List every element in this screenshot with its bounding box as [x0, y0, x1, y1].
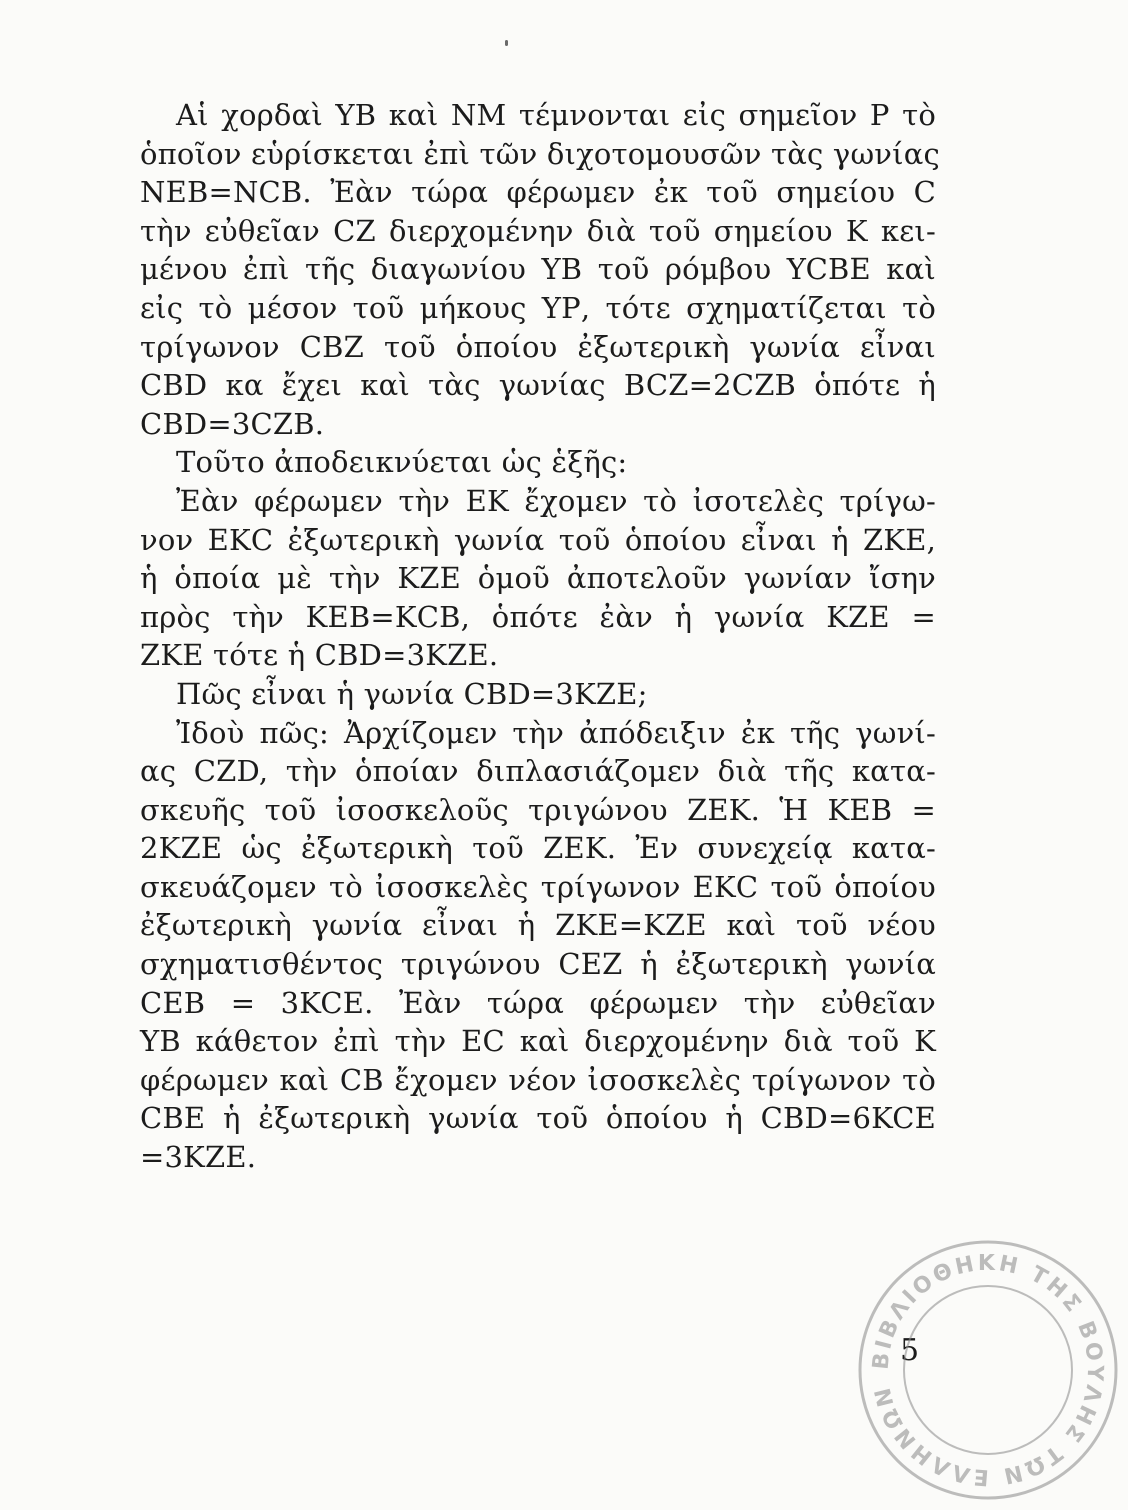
text-line: CBD=3CZB.	[140, 406, 325, 441]
text-line: Αἱ χορδαὶ ΥΒ καὶ ΝΜ τέμνονται εἰς σημεῖον Ρ τὸ	[176, 98, 936, 132]
text-line: σχηματισθέντος τριγώνου CEZ ἡ ἐξωτερικὴ γωνία	[140, 947, 936, 982]
text-line: ας CZD, τὴν ὁποίαν διπλασιάζομεν διὰ τῆς κατα-	[140, 754, 936, 789]
text-line: σκευάζομεν τὸ ἰσοσκελὲς τρίγωνον ΕΚC τοῦ ὁποίου	[140, 869, 936, 904]
paragraph-2	[104, 443, 936, 482]
text-line: ΝΕΒ=NCB. Ἐὰν τώρα φέρωμεν ἐκ τοῦ σημείου C	[140, 175, 936, 210]
body-text	[104, 96, 940, 1177]
text-line: CBE ἡ ἐξωτερικὴ γωνία τοῦ ὁποίου ἡ CBD=6KCE	[140, 1101, 936, 1136]
text-line: ΥΒ κάθετον ἐπὶ τὴν EC καὶ διερχομένην διὰ τοῦ Κ	[140, 1024, 936, 1059]
text-line: ἡ ὁποία μὲ τὴν ΚΖΕ ὁμοῦ ἀποτελοῦν γωνίαν ἴσην	[140, 561, 936, 596]
text-line: CEB = 3KCE. Ἐὰν τώρα φέρωμεν τὴν εὐθεῖαν	[140, 985, 936, 1020]
paragraph-4	[104, 675, 936, 714]
paragraph-1	[104, 96, 940, 443]
text-line: Ἰδοὺ πῶς: Ἀρχίζομεν τὴν ἀπόδειξιν ἐκ τῆς γωνί-	[176, 715, 936, 750]
text-line: CBD κα ἔχει καὶ τὰς γωνίας BCZ=2CZB ὁπότε ἡ	[140, 368, 936, 403]
text-line: ΖΚΕ τότε ἡ CBD=3ΚΖΕ.	[140, 638, 499, 673]
text-line: πρὸς τὴν ΚΕΒ=ΚCB, ὁπότε ἐὰν ἡ γωνία ΚΖΕ =	[140, 599, 936, 634]
text-line: σκευῆς τοῦ ἰσοσκελοῦς τριγώνου ΖΕΚ. Ἡ ΚΕΒ =	[140, 792, 936, 827]
text-line: εἰς τὸ μέσον τοῦ μήκους ΥΡ, τότε σχηματίζεται τὸ	[140, 290, 936, 325]
text-line: Ἐὰν φέρωμεν τὴν ΕΚ ἔχομεν τὸ ἰσοτελὲς τρίγω-	[176, 483, 936, 518]
text-line: ὁποῖον εὑρίσκεται ἐπὶ τῶν διχοτομουσῶν τὰς γωνίας	[140, 136, 940, 171]
text-line: =3ΚΖΕ.	[140, 1140, 257, 1175]
text-line: νον ΕΚC ἐξωτερικὴ γωνία τοῦ ὁποίου εἶναι ἡ ΖΚΕ,	[140, 522, 936, 557]
text-line: τὴν εὐθεῖαν CZ διερχομένην διὰ τοῦ σημείου Κ κει-	[140, 213, 936, 248]
text-line: τρίγωνον CBZ τοῦ ὁποίου ἐξωτερικὴ γωνία εἶναι	[140, 329, 936, 364]
scan-speck	[505, 40, 508, 46]
text-line: φέρωμεν καὶ CB ἔχομεν νέον ἰσοσκελὲς τρίγωνον τὸ	[140, 1062, 936, 1097]
library-stamp-icon	[848, 1230, 1128, 1510]
text-line: ἐξωτερικὴ γωνία εἶναι ἡ ΖΚΕ=ΚΖΕ καὶ τοῦ νέου	[140, 908, 936, 943]
text-line: μένου ἐπὶ τῆς διαγωνίου ΥΒ τοῦ ρόμβου YCBE καὶ	[140, 252, 936, 287]
text-line: 2ΚΖΕ ὡς ἐξωτερικὴ τοῦ ΖΕΚ. Ἐν συνεχείᾳ κατα-	[140, 831, 936, 866]
paragraph-5	[104, 714, 936, 1177]
svg-text:ΒΙΒΛΙΟΘΗΚΗ ΤΗΣ ΒΟΥΛΗΣ ΤΩΝ ΕΛΛΗ: ΒΙΒΛΙΟΘΗΚΗ ΤΗΣ ΒΟΥΛΗΣ ΤΩΝ ΕΛΛΗΝΩΝ	[868, 1250, 1108, 1490]
text-line: Πῶς εἶναι ἡ γωνία CBD=3ΚΖΕ;	[176, 676, 648, 711]
paragraph-3	[104, 482, 936, 675]
page-number: 5	[900, 1333, 920, 1368]
text-line: Τοῦτο ἀποδεικνύεται ὡς ἑξῆς:	[176, 445, 628, 480]
